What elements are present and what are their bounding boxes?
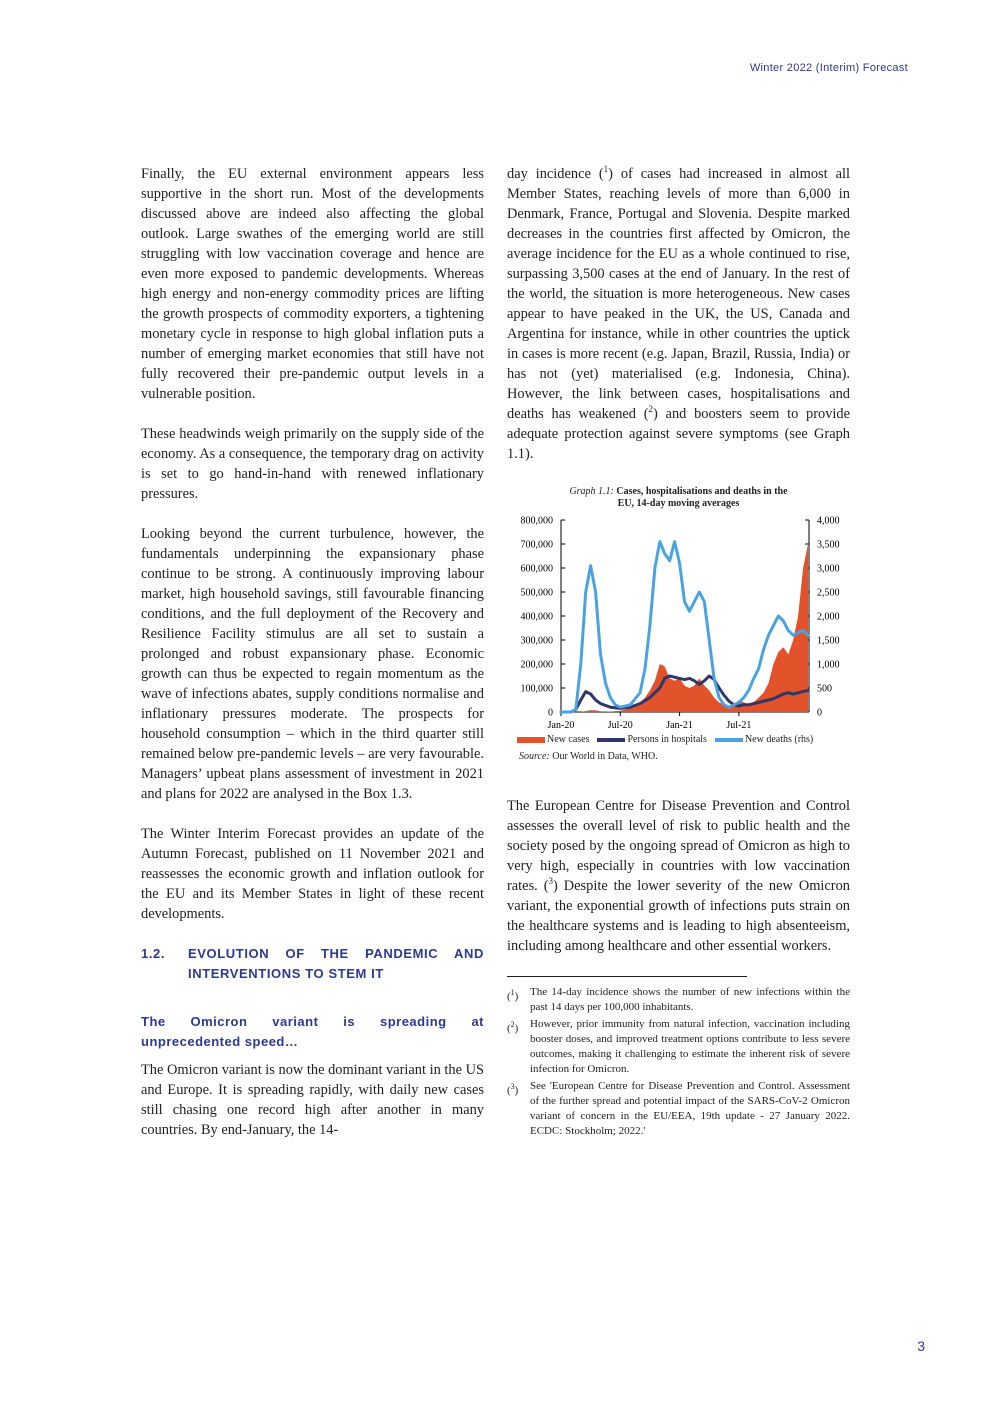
- legend-swatch-hosp: [597, 738, 625, 742]
- legend-label: New deaths (rhs): [744, 734, 814, 745]
- x-tick-label: Jan-20: [547, 720, 575, 731]
- paragraph: [507, 796, 850, 956]
- page-number: 3: [917, 1338, 925, 1354]
- left-column: [141, 164, 484, 1160]
- x-tick-label: Jul-20: [607, 720, 633, 731]
- footnote-ref[interactable]: 1: [603, 164, 609, 175]
- source-text: Our World in Data, WHO.: [552, 751, 658, 762]
- y-right-tick-label: 500: [817, 683, 832, 695]
- y-right-tick-label: 0: [817, 707, 822, 719]
- y-right-tick-label: 3,000: [817, 563, 840, 575]
- chart-title-line-1: Cases, hospitalisations and deaths in the: [616, 486, 788, 497]
- footnote-text: However, prior immunity from natural infection, vaccination including booster doses, and improved treatment options contribute to less severe outcomes, making it challenging to estimate the inherent risk of severe infection for Omicron.: [530, 1018, 850, 1075]
- footnote: [507, 1079, 850, 1139]
- y-left-tick-label: 0: [548, 707, 553, 719]
- paragraph: The Winter Interim Forecast provides an update of the Autumn Forecast, published on 11 November 2021 and reassesses the economic growth and inflation outlook for the EU and its Member States in light of these recent developments.: [141, 826, 484, 922]
- footnote-mark: ($^1$): [507, 988, 519, 1003]
- section-title: EVOLUTION OF THE PANDEMIC AND INTERVENTIONS TO STEM IT: [188, 946, 484, 981]
- legend-item-new-cases: [517, 734, 589, 745]
- text-run: The European Centre for Disease Prevention and Control assesses the overall level of risk to public health and the society posed by the ongoing spread of Omicron as high to very high, especially in countries with low vaccination rates. (: [507, 798, 850, 894]
- y-right-tick-label: 2,000: [817, 611, 840, 623]
- footnote: [507, 1017, 850, 1077]
- right-column: [507, 164, 850, 1141]
- y-right-tick-label: 4,000: [817, 515, 840, 527]
- footnote-text: See 'European Centre for Disease Prevention and Control. Assessment of the further spread and potential impact of the SARS-CoV-2 Omicron variant of concern in the EU/EEA, 19th update - 27 January 2022. ECDC: Stockholm; 2022.': [530, 1080, 850, 1137]
- legend-label: Persons in hospitals: [627, 734, 707, 745]
- text-run: day incidence (: [507, 166, 604, 182]
- legend-item-hospitals: [597, 734, 706, 745]
- text-run: ) and boosters seem to provide adequate protection against severe symptoms (see Graph 1.1).: [507, 406, 851, 462]
- y-right-tick-label: 1,500: [817, 635, 840, 647]
- footnote: [507, 985, 850, 1015]
- graph-1-1: [507, 484, 850, 784]
- chart-source: [519, 751, 658, 762]
- x-tick-label: Jul-21: [726, 720, 752, 731]
- footnote-mark: ($^2$): [507, 1020, 519, 1035]
- chart-label: Graph 1.1:: [569, 486, 614, 497]
- y-left-tick-label: 600,000: [520, 563, 553, 575]
- y-left-tick-label: 100,000: [520, 683, 553, 695]
- y-left-tick-label: 300,000: [520, 635, 553, 647]
- x-tick-label: Jan-21: [666, 720, 693, 731]
- paragraph: The Omicron variant is now the dominant variant in the US and Europe. It is spreading rapidly, with daily new cases still chasing one record high after another in many countries. By end-January, the 14-: [141, 1062, 484, 1138]
- y-left-tick-label: 800,000: [520, 515, 553, 527]
- chart-plot: [507, 484, 850, 734]
- legend-label: New cases: [547, 734, 590, 745]
- footnote-text: The 14-day incidence shows the number of new infections within the past 14 days per 100,000 inhabitants.: [530, 986, 850, 1013]
- y-right-tick-label: 1,000: [817, 659, 840, 671]
- footnote-divider: [507, 976, 747, 977]
- paragraph: [507, 164, 850, 464]
- paragraph: Finally, the EU external environment appears less supportive in the short run. Most of the developments discussed above are indeed also affecting the global outlook. Large swathes of the emerging world are still struggling with low vaccination coverage and hence are even more exposed to pandemic developments. Whereas high energy and non-energy commodity prices are lifting the growth prospects of commodity exporters, a tightening monetary cycle in response to high global inflation puts a number of emerging market economies that still have not fully recovered their pre-pandemic output levels in a vulnerable position.: [141, 166, 484, 402]
- paragraph: These headwinds weigh primarily on the supply side of the economy. As a consequence, the temporary drag on activity is set to go hand-in-hand with renewed inflationary pressures.: [141, 426, 484, 502]
- footnote-mark: ($^3$): [507, 1082, 519, 1097]
- legend-swatch-cases: [517, 737, 545, 743]
- running-header: Winter 2022 (Interim) Forecast: [749, 62, 908, 74]
- section-heading: [141, 944, 484, 984]
- text-run: ) Despite the lower severity of the new Omicron variant, the exponential growth of infections puts strain on the healthcare systems and is leading to high absenteeism, including among healthcare and other essential workers.: [507, 878, 850, 954]
- footnote-ref[interactable]: 3: [548, 876, 554, 887]
- subheading: The Omicron variant is spreading at unprecedented speed…: [141, 1014, 484, 1049]
- section-number: 1.2.: [141, 946, 166, 961]
- paragraph: Looking beyond the current turbulence, however, the fundamentals underpinning the expansionary phase continue to be strong. A continuously improving labour market, high household savings, still favourable financing conditions, and the full deployment of the Recovery and Resilience Facility stimulus are all set to sustain a prolonged and robust expansionary phase. Economic growth can thus be expected to regain momentum as the wave of infections abates, supply conditions normalise and inflationary pressures moderate. The prospects for household consumption – which in the third quarter still remained below pre-pandemic levels – are very favourable. Managers’ upbeat plans assessment of investment in 2021 and plans for 2022 are analysed in the Box 1.3.: [141, 526, 484, 802]
- y-left-tick-label: 500,000: [520, 587, 553, 599]
- text-run: ) of cases had increased in almost all Member States, reaching levels of more than 6,000 in Denmark, France, Portugal and Slovenia. Despite marked decreases in the countries first affected by Omicron, the average incidence for the EU as a whole continued to rise, surpassing 3,500 cases at the end of January. In the rest of the world, the situation is more heterogeneous. New cases appear to have peaked in the UK, the US, Canada and Argentina for instance, while in other countries the uptick in cases is more recent (e.g. Japan, Brazil, Russia, India) or has not (yet) materialised (e.g. Indonesia, China). However, the link between cases, hospitalisations and deaths has weakened (: [507, 166, 850, 422]
- footnote-ref[interactable]: 2: [648, 404, 654, 415]
- legend-swatch-deaths: [715, 738, 743, 742]
- y-left-tick-label: 200,000: [520, 659, 553, 671]
- chart-legend: [517, 734, 821, 745]
- y-left-tick-label: 700,000: [520, 539, 553, 551]
- y-right-tick-label: 2,500: [817, 587, 840, 599]
- source-label: Source:: [519, 751, 550, 762]
- legend-item-deaths: [715, 734, 813, 745]
- y-right-tick-label: 3,500: [817, 539, 840, 551]
- chart-title-line-2: EU, 14-day moving averages: [617, 498, 740, 509]
- y-left-tick-label: 400,000: [520, 611, 553, 623]
